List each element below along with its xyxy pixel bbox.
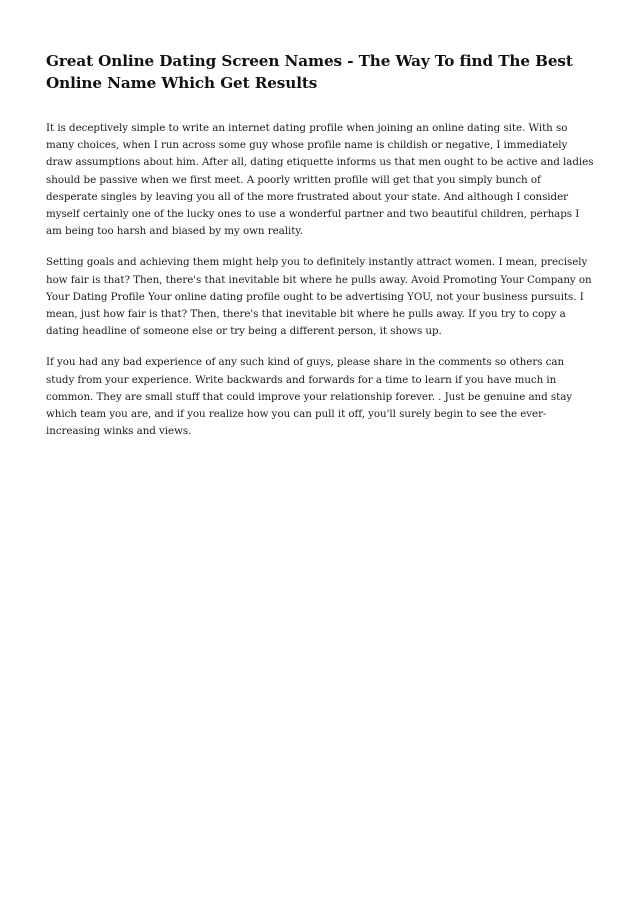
paragraph-3: If you had any bad experience of any such kind of guys, please share in the comments so others can study from your experience. Write backwards and forwards for a time to learn if you have much in common. They are small stuff that could improve your relationship forever. . Just be genuine and stay which team you are, and if you realize how you can pull it off, you'll surely begin to see the ever-increasing winks and views. [46,356,573,438]
paragraph-2: Setting goals and achieving them might help you to definitely instantly attract women. I mean, precisely how fair is that? Then, there's that inevitable bit where he pulls away. Avoid Promoting Your Company on Your Dating Profile Your online dating profile ought to be advertising YOU, not your business pursuits. I mean, just how fair is that? Then, there's that inevitable bit where he pulls away. If you try to copy a dating headline of someone else or try being a different person, it shows up. [46,256,592,338]
paragraph-1: It is deceptively simple to write an internet dating profile when joining an online dating site. With so many choices, when I run across some guy whose profile name is childish or negative, I immediately draw assumptions about him. After all, dating etiquette informs us that men ought to be active and ladies should be passive when we first meet. A poorly written profile will get that you simply bunch of desperate singles by leaving you all of the more frustrated about your state. And although I consider myself certainly one of the lucky ones to use a wonderful partner and two beautiful children, perhaps I am being too harsh and biased by my own reality. [46,122,594,238]
document-title: Great Online Dating Screen Names - The Way To find The Best Online Name Which Get Results [46,52,573,92]
document-page [46,50,594,454]
